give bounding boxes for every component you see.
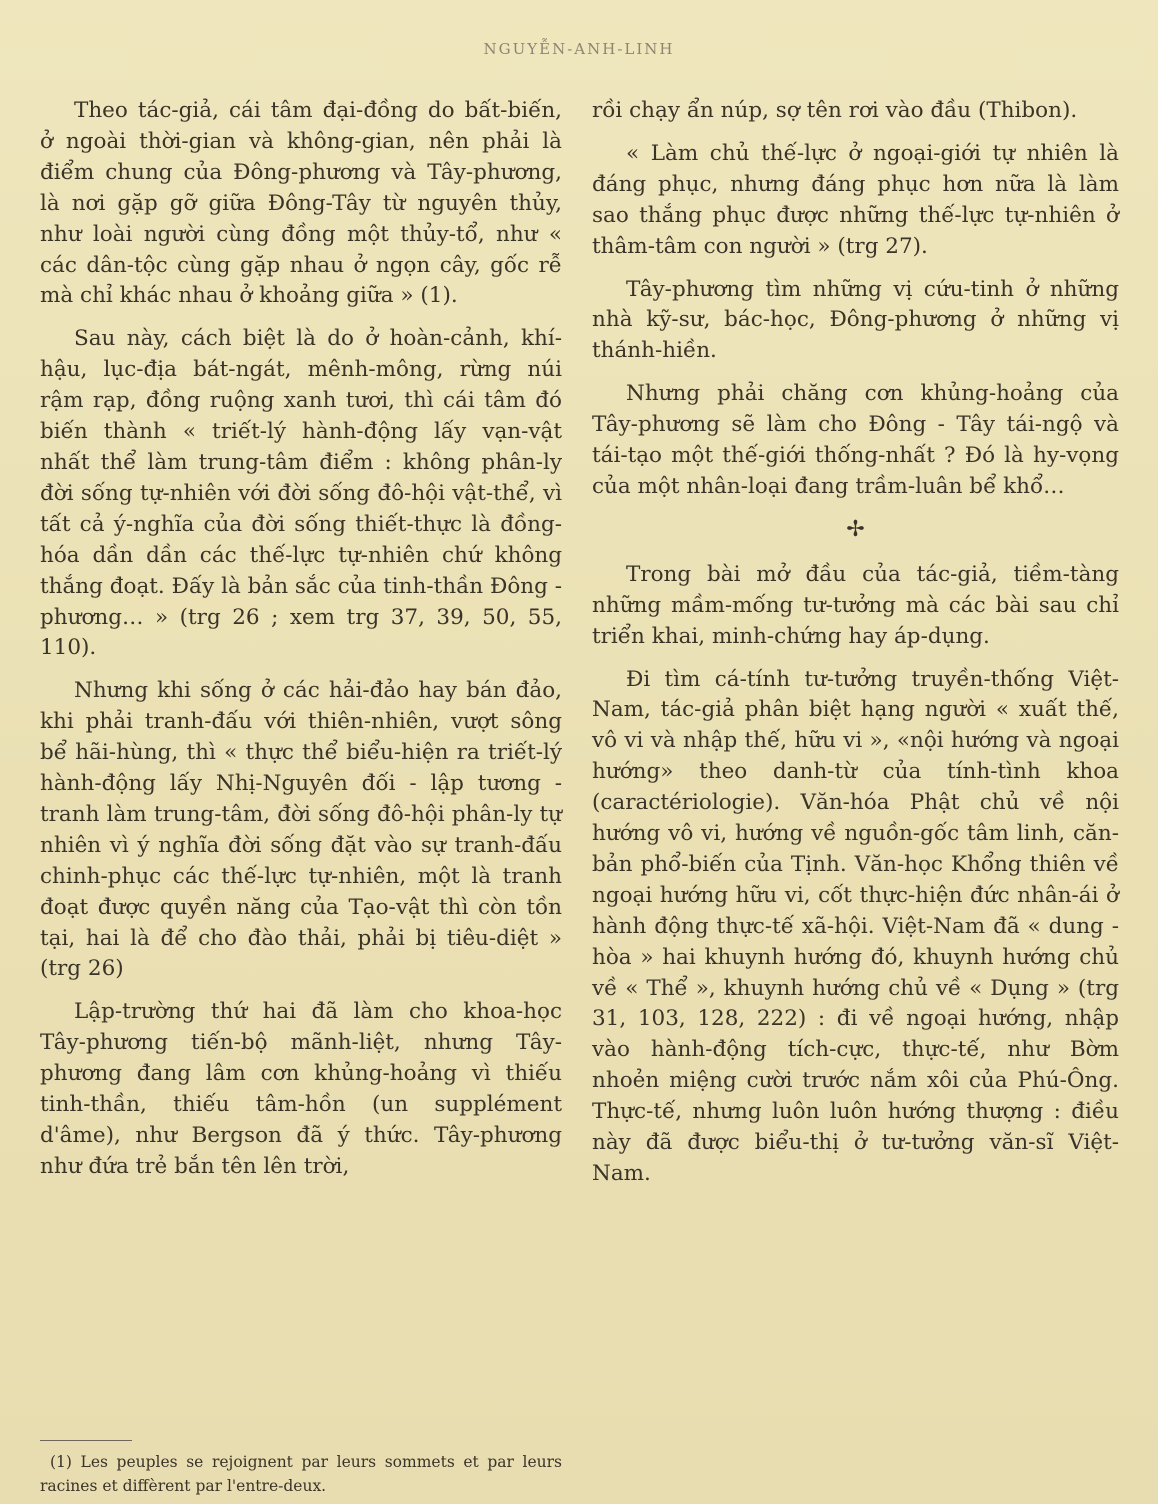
right-column [592, 96, 1119, 1202]
paragraph-continuation: rồi chạy ẩn núp, sợ tên rơi vào đầu (Thibon). [592, 98, 1078, 123]
running-header: NGUYỄN-ANH-LINH [483, 40, 675, 58]
section-separator-icon: ✢ [846, 516, 865, 542]
paragraph: Đi tìm cá-tính tư-tưởng truyền-thống Việt-Nam, tác-giả phân biệt hạng người « xuất thế, vô vi và nhập thế, hữu vi », «nội hướng và ngoại hướng» theo danh-từ của tính-tình khoa (caractériologie). Văn-hóa Phật chủ về nội hướng vô vi, hướng về nguồn-gốc tâm linh, căn-bản phổ-biến của Tịnh. Văn-học Khổng thiên về ngoại hướng hữu vi, cốt thực-hiện đức nhân-ái ở hành động thực-tế xã-hội. Việt-Nam đã « dung - hòa » hai khuynh hướng đó, khuynh hướng chủ về « Thể », khuynh hướng chủ về « Dụng » (trg 31, 103, 128, 222) : đi về ngoại hướng, nhập vào hành-động tích-cực, thực-tế, như Bờm nhoẻn miệng cười trước nắm xôi của Phú-Ông. Thực-tế, nhưng luôn luôn hướng thượng : điều này đã được biểu-thị ở tư-tưởng văn-sĩ Việt-Nam. [592, 666, 1119, 1186]
paragraph: Trong bài mở đầu của tác-giả, tiềm-tàng những mầm-mống tư-tưởng mà các bài sau chỉ triển khai, minh-chứng hay áp-dụng. [592, 561, 1119, 649]
paragraph: « Làm chủ thế-lực ở ngoại-giới tự nhiên là đáng phục, nhưng đáng phục hơn nữa là làm sao thắng phục được những thế-lực tự-nhiên ở thâm-tâm con người » (trg 27). [592, 140, 1119, 259]
paragraph: Nhưng phải chăng cơn khủng-hoảng của Tây-phương sẽ làm cho Đông - Tây tái-ngộ và tái-tạo một thế-giới thống-nhất ? Đó là hy-vọng của một nhân-loại đang trầm-luân bể khổ… [592, 381, 1119, 499]
paragraph: Nhưng khi sống ở các hải-đảo hay bán đảo, khi phải tranh-đấu với thiên-nhiên, vượt sông bể hãi-hùng, thì « thực thể biểu-hiện ra triết-lý hành-động lấy Nhị-Nguyên đối - lập tương - tranh làm trung-tâm, đời sống đô-hội phân-ly tự nhiên vì ý nghĩa đời sống đặt vào sự tranh-đấu chinh-phục các thế-lực tự-nhiên, một là tranh đoạt được quyền năng của Tạo-vật thì còn tồn tại, hai là để cho đào thải, phải bị tiêu-diệt » (trg 26) [40, 678, 562, 982]
paragraph: Tây-phương tìm những vị cứu-tinh ở những nhà kỹ-sư, bác-học, Đông-phương ở những vị thánh-hiền. [592, 276, 1119, 364]
footnote-rule [40, 1440, 132, 1441]
left-column [40, 96, 562, 1195]
paragraph: Theo tác-giả, cái tâm đại-đồng do bất-biến, ở ngoài thời-gian và không-gian, nên phải là điểm chung của Đông-phương và Tây-phương, là nơi gặp gỡ giữa Đông-Tây từ nguyên thủy, như loài người cùng đồng một thủy-tổ, như « các dân-tộc cùng gặp nhau ở ngọn cây, gốc rễ mà chỉ khác nhau ở khoảng giữa » (1). [40, 98, 562, 309]
paragraph: Lập-trường thứ hai đã làm cho khoa-học Tây-phương tiến-bộ mãnh-liệt, nhưng Tây-phương đang lâm cơn khủng-hoảng vì thiếu tinh-thần, thiếu tâm-hồn (un supplément d'âme), như Bergson đã ý thức. Tây-phương như đứa trẻ bắn tên lên trời, [40, 999, 562, 1179]
paragraph: Sau này, cách biệt là do ở hoàn-cảnh, khí-hậu, lục-địa bát-ngát, mênh-mông, rừng núi rậm rạp, đồng ruộng xanh tươi, thì cái tâm đó biến thành « triết-lý hành-động lấy vạn-vật nhất thể làm trung-tâm điểm : không phân-ly đời sống tự-nhiên với đời sống đô-hội vật-thể, vì tất cả ý-nghĩa của đời sống thiết-thực là đồng-hóa dần dần các thế-lực tự-nhiên chứ không thắng đoạt. Đấy là bản sắc của tinh-thần Đông - phương… » (trg 26 ; xem trg 37, 39, 50, 55, 110). [40, 326, 562, 661]
footnote: (1) Les peuples se rejoignent par leurs sommets et par leurs racines et diffèrent par l'entre-deux. [40, 1453, 562, 1495]
